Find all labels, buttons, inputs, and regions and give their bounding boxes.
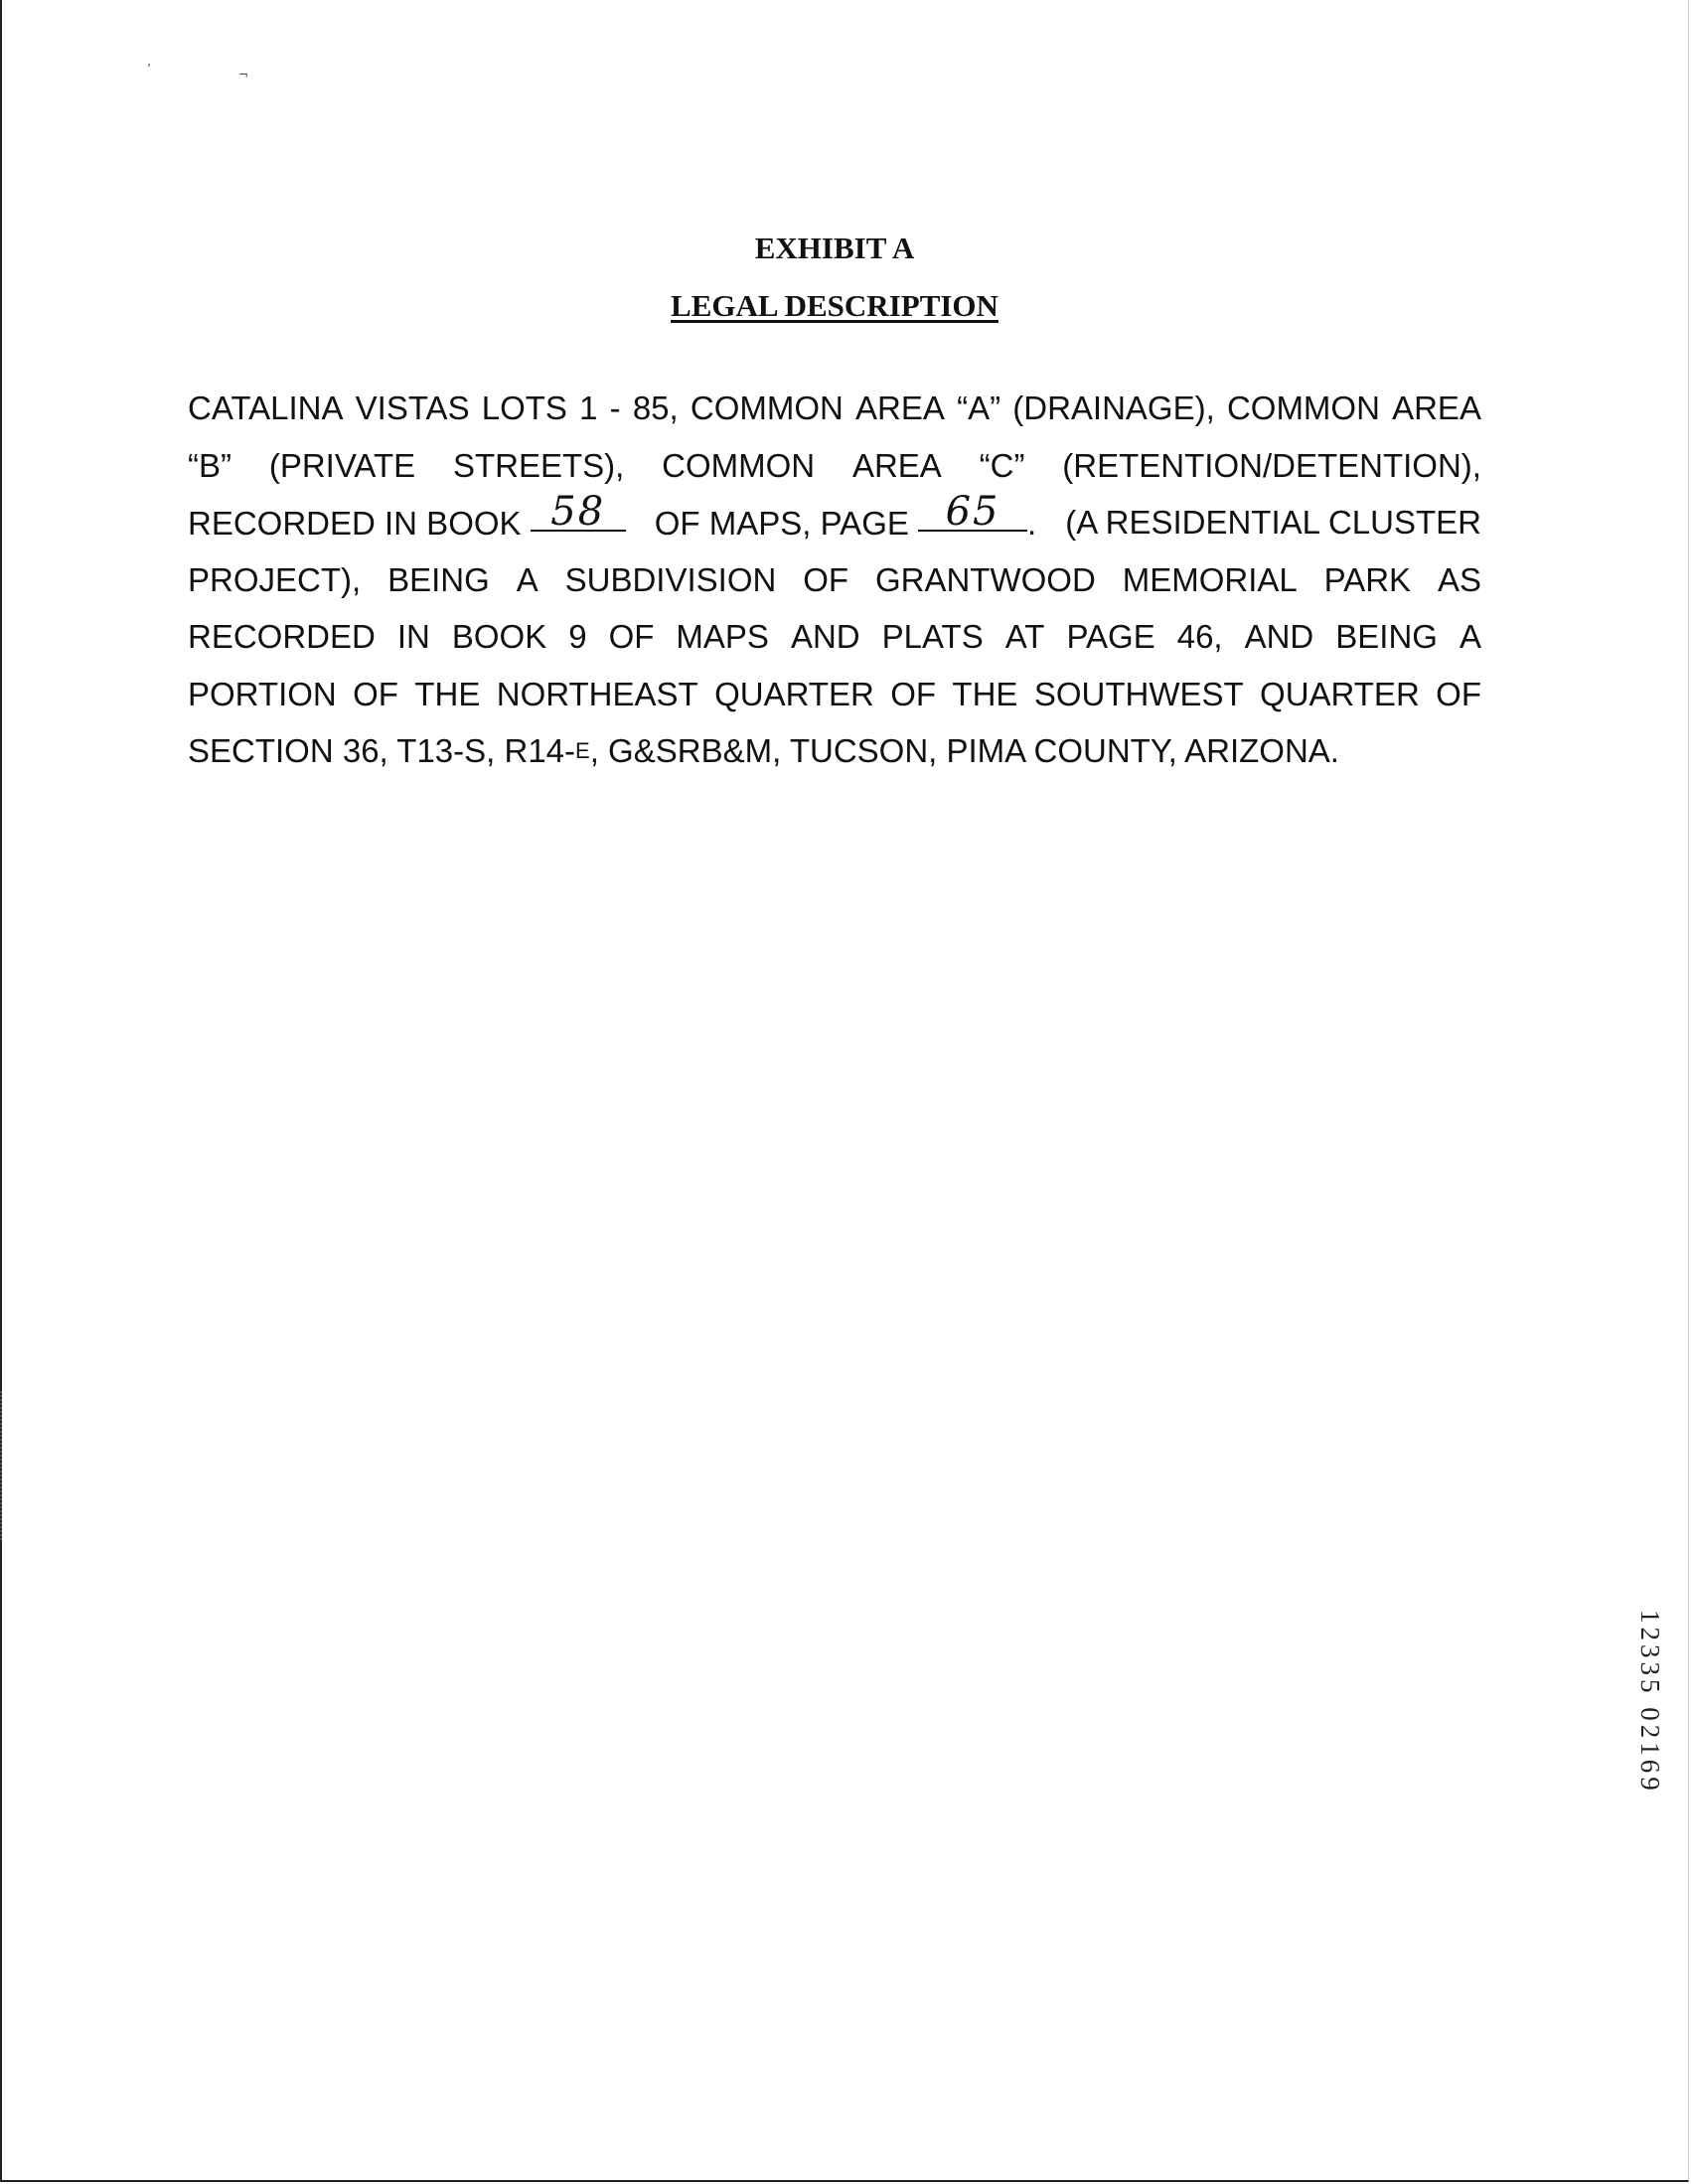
- word: 46,: [1176, 618, 1223, 655]
- word: OF: [1436, 675, 1481, 712]
- word: QUARTER: [1260, 675, 1420, 712]
- word: (DRAINAGE),: [1012, 390, 1215, 426]
- legal-description-heading: LEGAL DESCRIPTION: [671, 288, 999, 323]
- word: -: [609, 390, 621, 426]
- word: MAPS: [676, 618, 769, 655]
- word: OF: [890, 675, 937, 712]
- word: COMMON: [662, 446, 816, 484]
- scan-edge-mark: [0, 1391, 4, 1540]
- word: AND: [790, 618, 860, 655]
- word: PORTION: [188, 675, 337, 712]
- text-line-5: [188, 608, 1481, 666]
- word: SOUTHWEST: [1033, 675, 1244, 712]
- page-number-blank: [918, 489, 1027, 535]
- word: A: [516, 560, 538, 598]
- word: “C”: [979, 446, 1025, 484]
- line3-period: .: [1027, 505, 1037, 542]
- word: AND: [1244, 618, 1314, 655]
- scan-specks: ʼ ¬: [147, 62, 249, 81]
- word: OF: [608, 618, 655, 655]
- word: VISTAS: [355, 390, 470, 426]
- book-number-blank: [531, 489, 626, 535]
- word: “A”: [957, 390, 1001, 426]
- recording-stamp-number: 12335 02169: [1635, 1610, 1665, 1794]
- word: (PRIVATE: [268, 446, 416, 484]
- word: A: [1459, 618, 1481, 655]
- word: AREA: [1392, 390, 1481, 426]
- word: THE: [952, 675, 1018, 712]
- word: OF: [803, 560, 849, 598]
- handwritten-book-number: 58: [550, 489, 606, 535]
- word: GRANTWOOD: [874, 560, 1096, 598]
- word: QUARTER: [714, 675, 874, 712]
- word: PARK: [1323, 560, 1412, 598]
- text-line-6: [188, 666, 1481, 723]
- exhibit-title: EXHIBIT A: [754, 231, 915, 265]
- line8-part2: , G&SRB&M, TUCSON, PIMA COUNTY, ARIZONA.: [589, 732, 1339, 769]
- text-line-3: [188, 489, 1481, 551]
- document-header: [0, 227, 1669, 328]
- word: AREA: [855, 390, 945, 426]
- word: “B”: [188, 446, 231, 484]
- word: 9: [568, 618, 587, 655]
- word: IN: [396, 618, 430, 655]
- text-line-4: [188, 551, 1481, 609]
- word: BEING: [387, 560, 490, 598]
- word: (RETENTION/DETENTION),: [1062, 446, 1481, 484]
- word: STREETS),: [452, 446, 625, 484]
- line8-smallcaps: E: [575, 738, 590, 763]
- word: PROJECT),: [188, 560, 362, 598]
- word: COMMON: [1226, 390, 1380, 426]
- text-line-2: [188, 437, 1481, 495]
- line3-part2: OF MAPS, PAGE: [654, 505, 909, 542]
- line3-part4: (A RESIDENTIAL CLUSTER: [1065, 504, 1481, 541]
- line8-part1: SECTION 36, T13-S, R14-: [188, 732, 576, 769]
- text-line-8: [188, 722, 1481, 780]
- word: OF: [353, 675, 398, 712]
- word: RECORDED: [188, 618, 376, 655]
- word: AT: [1004, 618, 1045, 655]
- word: PAGE: [1066, 618, 1155, 655]
- word: BOOK: [451, 618, 547, 655]
- word: THE: [414, 675, 481, 712]
- word: AS: [1437, 560, 1481, 598]
- word: 85,: [632, 390, 679, 426]
- word: MEMORIAL: [1122, 560, 1298, 598]
- word: COMMON: [690, 390, 844, 426]
- handwritten-page-number: 65: [945, 489, 1000, 535]
- word: NORTHEAST: [496, 675, 698, 712]
- legal-description-body: [188, 380, 1481, 780]
- word: 1: [579, 390, 598, 426]
- word: PLATS: [881, 618, 984, 655]
- word: AREA: [851, 446, 942, 484]
- word: SUBDIVISION: [564, 560, 777, 598]
- word: LOTS: [481, 390, 567, 426]
- word: CATALINA: [188, 390, 344, 426]
- word: BEING: [1335, 618, 1438, 655]
- text-line-1: [188, 380, 1481, 437]
- line3-part1: RECORDED IN BOOK: [188, 505, 522, 542]
